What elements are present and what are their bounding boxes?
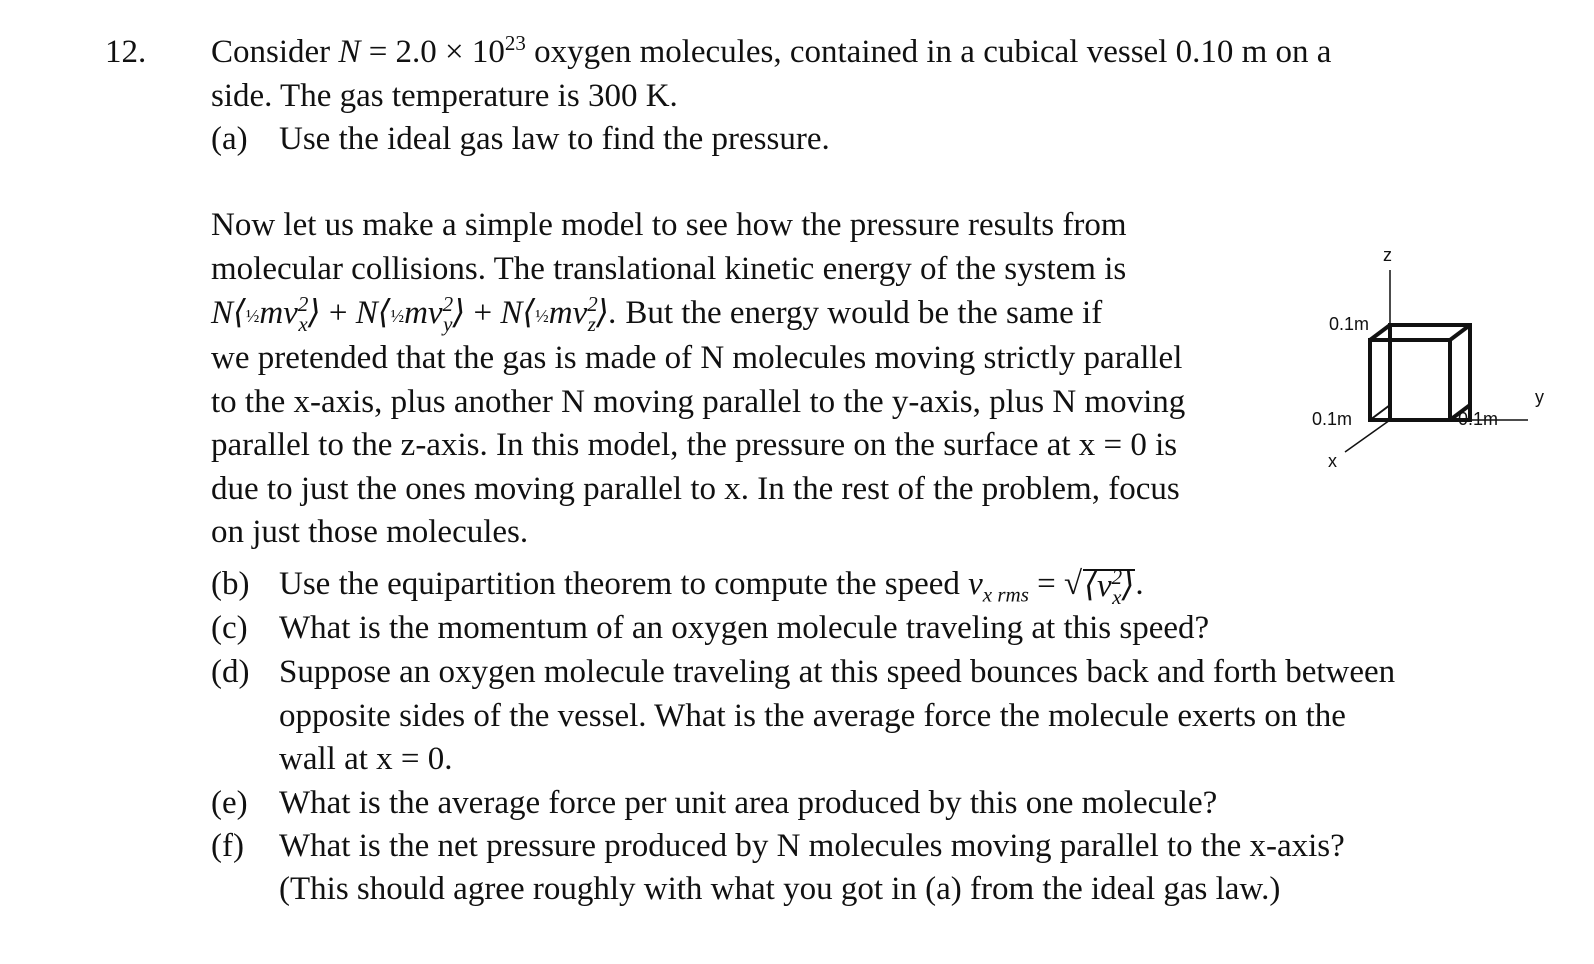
part-d	[211, 650, 1395, 694]
part-c-label: (c)	[211, 610, 248, 646]
part-d-label: (d)	[211, 654, 250, 690]
top-dimension-label: 0.1m	[1329, 314, 1370, 334]
part-f-label: (f)	[211, 828, 244, 864]
model-line-1: Now let us make a simple model to see how the pressure results from	[211, 207, 1127, 243]
part-b	[211, 562, 1144, 609]
part-f-line-2: (This should agree roughly with what you got in (a) from the ideal gas law.)	[279, 871, 1281, 907]
y-axis-label: y	[1535, 387, 1544, 407]
right-dimension-label: 0.1m	[1458, 409, 1499, 429]
left-dimension-label: 0.1m	[1312, 409, 1353, 429]
z-axis-label: z	[1383, 245, 1392, 265]
part-b-text: Use the equipartition theorem to compute the speed	[279, 566, 969, 602]
intro-line-1	[211, 30, 1331, 74]
part-d-line-1: Suppose an oxygen molecule traveling at this speed bounces back and forth between	[279, 654, 1396, 690]
math-subscript: x rms	[982, 582, 1029, 607]
cube-diagram	[1300, 240, 1570, 480]
intro-post: oxygen molecules, contained in a cubical vessel 0.10 m on a	[525, 34, 1332, 70]
part-c	[211, 606, 1209, 650]
model-line-2: molecular collisions. The translational kinetic energy of the system is	[211, 251, 1127, 287]
kinetic-energy-expression: $N⟨\frac{1}{2}mv^2_x⟩$ + $N⟨\frac{1}{2}mv^2_y⟩$ + $N⟨\frac{1}{2}mv^2_z⟩$.	[211, 292, 618, 336]
part-b-label: (b)	[211, 566, 250, 602]
rms-expression: = $√⟨v^2_x⟩$.	[1028, 565, 1144, 609]
part-c-text: What is the momentum of an oxygen molecule traveling at this speed?	[279, 610, 1210, 646]
cube-edge	[1450, 325, 1470, 340]
problem-number: 12.	[105, 34, 147, 70]
cube-edge	[1370, 325, 1390, 340]
part-d-line-2: opposite sides of the vessel. What is the average force the molecule exerts on the	[279, 698, 1346, 734]
model-line-3-text: But the energy would be the same if	[617, 295, 1103, 331]
x-axis-label: x	[1328, 451, 1337, 471]
model-line-3	[211, 291, 1102, 339]
part-a	[211, 117, 830, 161]
cube-front-face	[1370, 340, 1450, 420]
part-e	[211, 781, 1217, 825]
part-e-label: (e)	[211, 785, 248, 821]
part-a-text: Use the ideal gas law to find the pressure.	[279, 121, 830, 157]
part-d-line-3: wall at x = 0.	[279, 741, 453, 777]
intro-text: Consider	[211, 34, 339, 70]
model-line-7: due to just the ones moving parallel to x. In the rest of the problem, focus	[211, 471, 1180, 507]
part-f-line-1: What is the net pressure produced by N molecules moving parallel to the x-axis?	[279, 828, 1345, 864]
exponent: 23	[504, 31, 526, 55]
part-f	[211, 824, 1345, 868]
part-a-label: (a)	[211, 121, 248, 157]
math-v: v	[968, 566, 983, 602]
model-line-5: to the x-axis, plus another N moving parallel to the y-axis, plus N moving	[211, 384, 1186, 420]
model-line-8: on just those molecules.	[211, 514, 529, 550]
model-line-4: we pretended that the gas is made of N molecules moving strictly parallel	[211, 340, 1183, 376]
math-N: N	[338, 34, 361, 70]
part-e-text: What is the average force per unit area produced by this one molecule?	[279, 785, 1218, 821]
model-line-6: parallel to the z-axis. In this model, the pressure on the surface at x = 0 is	[211, 427, 1178, 463]
intro-line-2: side. The gas temperature is 300 K.	[211, 78, 678, 114]
cube-edge	[1370, 405, 1390, 420]
intro-eq: = 2.0 × 10	[360, 34, 505, 70]
